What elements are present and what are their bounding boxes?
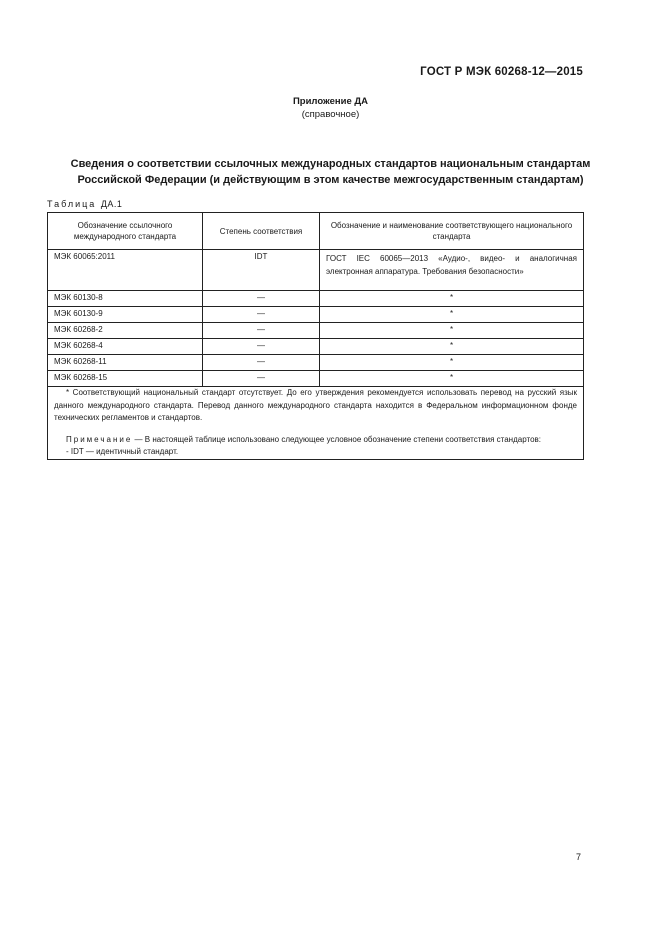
- cell-standard: МЭК 60130-9: [48, 307, 203, 323]
- cell-standard: МЭК 60065:2011: [48, 250, 203, 291]
- table-header-row: [48, 213, 584, 250]
- table-row: [48, 291, 584, 307]
- table-caption: [47, 199, 122, 209]
- cell-standard: МЭК 60268-11: [48, 355, 203, 371]
- cell-degree: —: [203, 355, 320, 371]
- document-code: ГОСТ Р МЭК 60268-12—2015: [420, 66, 583, 78]
- cell-standard: МЭК 60130-8: [48, 291, 203, 307]
- cell-degree: IDT: [203, 250, 320, 291]
- appendix-title: Приложение ДА: [292, 96, 369, 107]
- table-caption-number: ДА.1: [100, 199, 123, 209]
- table-footer-row: [48, 387, 584, 460]
- table-row: [48, 307, 584, 323]
- page-number: 7: [575, 852, 581, 862]
- table-row: [48, 250, 584, 291]
- cell-national: ГОСТ IEC 60065—2013 «Аудио-, видео- и аналогичная электронная аппаратура. Требования безопасности»: [320, 250, 584, 291]
- cell-national: *: [320, 371, 584, 387]
- note-text: — В настоящей таблице использовано следующее условное обозначение степени соответствия стандартов:: [132, 434, 541, 444]
- cell-national: *: [320, 355, 584, 371]
- cell-national: *: [320, 291, 584, 307]
- table-row: [48, 323, 584, 339]
- section-title: [40, 156, 621, 188]
- cell-national: *: [320, 323, 584, 339]
- table-footer: [48, 387, 584, 460]
- header-national-standard: Обозначение и наименование соответствующего национального стандарта: [320, 213, 584, 250]
- cell-degree: —: [203, 371, 320, 387]
- cell-national: *: [320, 307, 584, 323]
- table-row: [48, 339, 584, 355]
- note-label: Примечание: [66, 434, 133, 444]
- table-row: [48, 371, 584, 387]
- cell-national: *: [320, 339, 584, 355]
- note: [54, 434, 577, 447]
- table-caption-word: Таблица: [47, 199, 97, 209]
- appendix-subtitle: (справочное): [301, 109, 360, 120]
- section-title-line1: Сведения о соответствии ссылочных международных стандартов национальным стандартам: [70, 158, 591, 170]
- cell-degree: —: [203, 339, 320, 355]
- footnote: * Соответствующий национальный стандарт отсутствует. До его утверждения рекомендуется использовать перевод на русский язык данного международного стандарта. Перевод данного международного стандарта находится в Федеральном информационном фонде технических регламентов и стандартов.: [54, 388, 577, 422]
- correspondence-table: [47, 212, 584, 460]
- header-reference-standard: Обозначение ссылочного международного стандарта: [48, 213, 203, 250]
- cell-standard: МЭК 60268-2: [48, 323, 203, 339]
- header-degree: Степень соответствия: [203, 213, 320, 250]
- cell-degree: —: [203, 323, 320, 339]
- cell-standard: МЭК 60268-4: [48, 339, 203, 355]
- appendix-heading: [0, 95, 661, 121]
- cell-degree: —: [203, 307, 320, 323]
- section-title-line2: Российской Федерации (и действующим в этом качестве межгосударственным стандартам): [77, 174, 584, 186]
- cell-standard: МЭК 60268-15: [48, 371, 203, 387]
- cell-degree: —: [203, 291, 320, 307]
- table-row: [48, 355, 584, 371]
- note-item: - IDT — идентичный стандарт.: [66, 447, 179, 456]
